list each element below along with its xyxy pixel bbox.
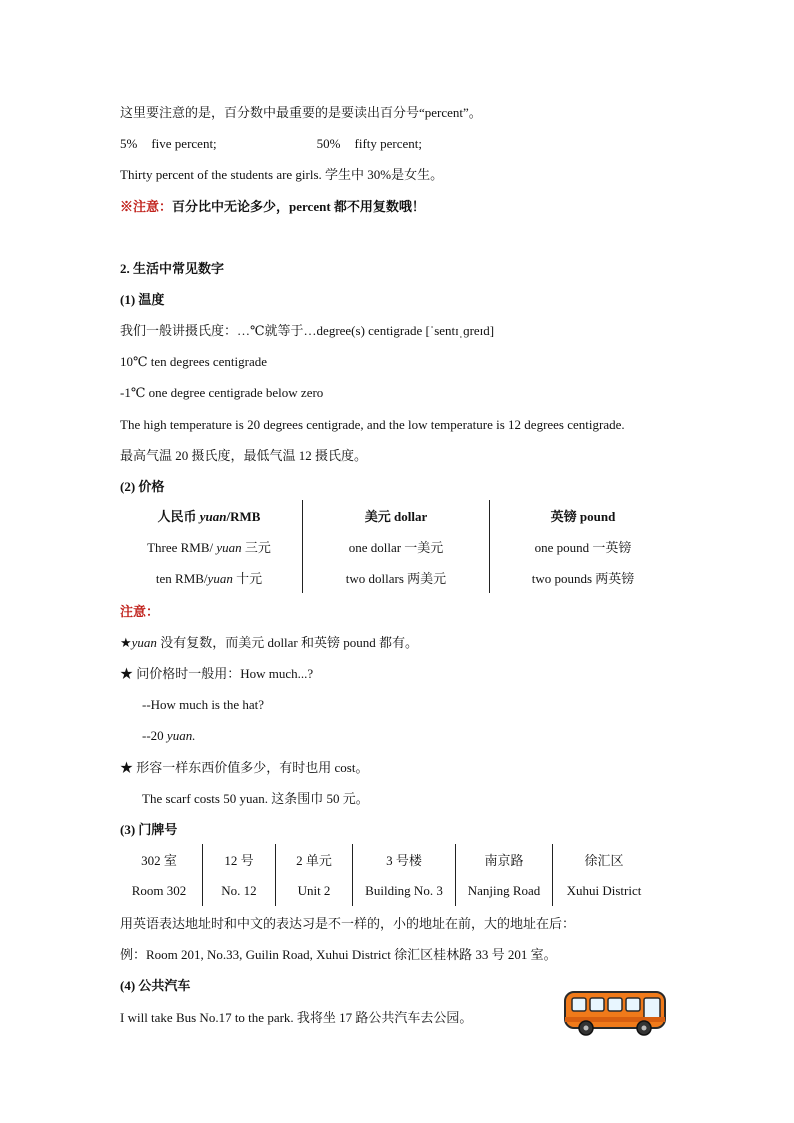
price-table — [116, 500, 676, 593]
temperature-line-4: The high temperature is 20 degrees centigrade, and the low temperature is 12 degrees centigrade. — [120, 417, 625, 432]
temperature-line-3: -1℃ one degree centigrade below zero — [120, 385, 324, 400]
address-cell: 徐汇区 — [553, 844, 656, 875]
pound-cell: two pounds 两英镑 — [490, 562, 677, 593]
example-50-word: fifty percent; — [354, 136, 423, 151]
price-cost-example: The scarf costs 50 yuan. 这条围巾 50 元。 — [142, 791, 369, 806]
address-cell: 南京路 — [456, 844, 553, 875]
price-note-label: 注意： — [120, 604, 160, 619]
address-example: 例：Room 201, No.33, Guilin Road, Xuhui District 徐汇区桂林路 33 号 201 室。 — [120, 947, 557, 962]
address-cell: No. 12 — [203, 875, 276, 906]
address-cell: 3 号楼 — [353, 844, 456, 875]
dollar-header: 美元 dollar — [303, 500, 490, 531]
rmb-cell: ten RMB/yuan 十元 — [155, 571, 263, 586]
price-question: --How much is the hat? — [142, 697, 265, 712]
section-title: 2. 生活中常见数字 — [120, 261, 225, 276]
address-cell: Room 302 — [131, 882, 187, 898]
note-label: ※注意： — [120, 199, 173, 214]
percent-examples — [120, 135, 422, 153]
temperature-line-2: 10℃ ten degrees centigrade — [120, 354, 268, 369]
rmb-header: 人民币 yuan/RMB — [157, 509, 261, 524]
bus-heading: (4) 公共汽车 — [120, 978, 191, 993]
pound-cell: one pound 一英镑 — [490, 531, 677, 562]
address-table — [116, 844, 655, 906]
temperature-heading: (1) 温度 — [120, 292, 165, 307]
address-cn-row — [116, 844, 655, 875]
address-cell: 2 单元 — [276, 844, 353, 875]
example-50-number: 50% — [316, 136, 341, 151]
dollar-cell: two dollars 两美元 — [303, 562, 490, 593]
price-note-3: ★ 形容一样东西价值多少，有时也用 cost。 — [120, 760, 369, 775]
address-cell: Nanjing Road — [456, 875, 553, 906]
address-cell: Building No. 3 — [353, 875, 456, 906]
price-answer: --20 yuan. — [142, 728, 196, 743]
note-text: 百分比中无论多少，percent 都不用复数哦！ — [172, 199, 425, 214]
percent-intro: 这里要注意的是，百分数中最重要的是要读出百分号“percent”。 — [120, 105, 482, 120]
example-5-number: 5% — [120, 136, 138, 151]
dollar-cell: one dollar 一美元 — [303, 531, 490, 562]
price-note-2: ★ 问价格时一般用：How much...? — [120, 666, 314, 681]
price-table-row — [116, 562, 676, 593]
address-cell: Xuhui District — [553, 875, 656, 906]
address-cell: Unit 2 — [276, 875, 353, 906]
bus-sentence: I will take Bus No.17 to the park. 我将坐 17 路公共汽车去公园。 — [120, 1010, 473, 1025]
price-heading: (2) 价格 — [120, 479, 165, 494]
temperature-line-5: 最高气温 20 摄氏度，最低气温 12 摄氏度。 — [120, 448, 368, 463]
address-heading: (3) 门牌号 — [120, 822, 178, 837]
star-icon: ★ — [120, 635, 132, 650]
percent-sentence: Thirty percent of the students are girls. 学生中 30%是女生。 — [120, 167, 444, 182]
bus-icon — [562, 988, 668, 1038]
percent-note — [120, 198, 425, 216]
pound-header: 英镑 pound — [490, 500, 677, 531]
temperature-line-1: 我们一般讲摄氏度：…℃就等于…degree(s) centigrade [ˈsentɪˌɡreɪd] — [120, 323, 495, 338]
address-rule: 用英语表达地址时和中文的表达习是不一样的，小的地址在前，大的地址在后： — [120, 916, 576, 931]
example-5-word: five percent; — [151, 136, 217, 151]
address-cell: 302 室 — [141, 853, 177, 868]
price-table-header — [116, 500, 676, 531]
price-table-row — [116, 531, 676, 562]
address-en-row — [116, 875, 655, 906]
address-cell: 12 号 — [203, 844, 276, 875]
rmb-cell: Three RMB/ yuan 三元 — [147, 540, 271, 555]
price-note-1: ★yuan 没有复数，而美元 dollar 和英镑 pound 都有。 — [120, 635, 419, 650]
